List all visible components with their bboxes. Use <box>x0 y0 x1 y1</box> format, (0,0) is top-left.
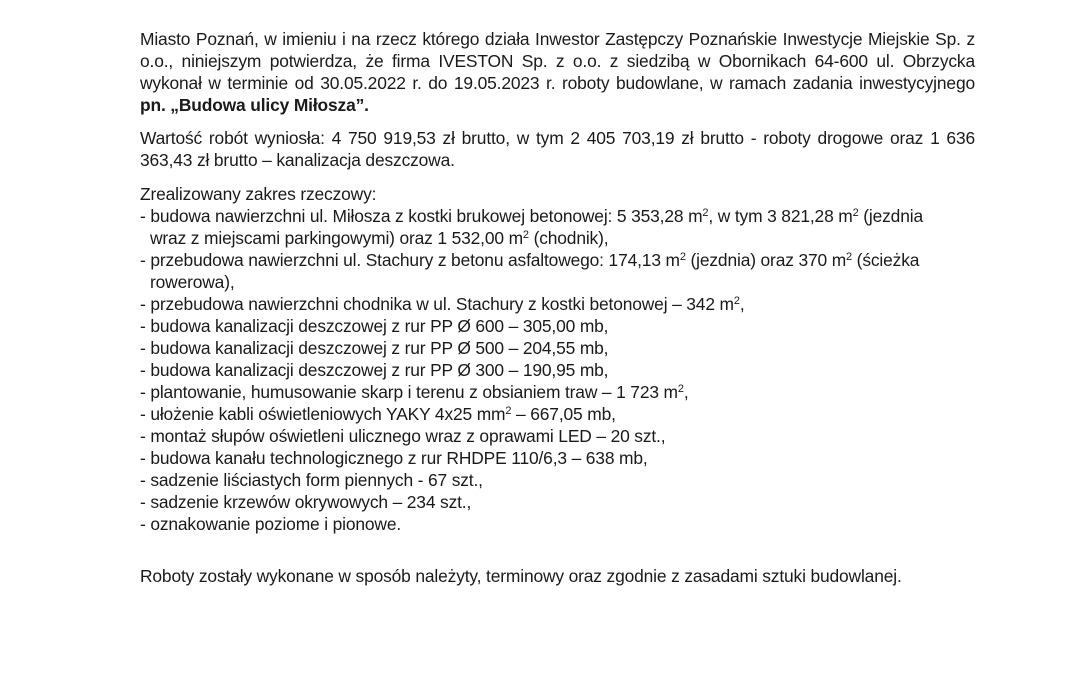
closing-paragraph: Roboty zostały wykonane w sposób należyty, terminowy oraz zgodnie z zasadami sztuki budowlanej. <box>140 566 902 586</box>
list-item: - oznakowanie poziome i pionowe. <box>140 514 402 534</box>
list-item: - ułożenie kabli oświetleniowych YAKY 4x25 $mm^2 - 667,05$ mb, <box>140 404 616 424</box>
list-item: - budowa kanalizacji deszczowej z rur PP Ø 600 – 305,00 mb, <box>140 316 609 336</box>
value-paragraph: Wartość robót wyniosła: 4 750 919,53 zł brutto, w tym 2 405 703,19 zł brutto - roboty drogowe oraz 1 636 363,43 zł brutto – kanalizacja deszczowa. <box>140 128 975 170</box>
scope-title: Zrealizowany zakres rzeczowy: <box>140 184 377 204</box>
list-item: - montaż słupów oświetleni ulicznego wraz z oprawami LED – 20 szt., <box>140 426 666 446</box>
list-item: - budowa nawierzchni ul. Miłosza z kostki brukowej betonowej: 5 353,28 $m^2$, w tym 3 821,28 $m^2$ (jezdnia wraz z miejscami parkingowymi) oraz 1 532,00 $m^2$ (chodnik), <box>140 206 923 248</box>
list-item: - sadzenie liściastych form piennych - 67 szt., <box>140 470 483 490</box>
list-item: - przebudowa nawierzchni ul. Stachury z betonu asfaltowego: 174,13 $m^2$ (jezdnia) oraz 370 $m^2$ (ścieżka rowerowa), <box>140 250 920 292</box>
list-item: - plantowanie, humusowanie skarp i terenu z obsianiem traw – 1 723 $m^2$, <box>140 382 689 402</box>
list-item: - sadzenie krzewów okrywowych – 234 szt., <box>140 492 472 512</box>
scope-section <box>140 183 975 535</box>
list-item: - budowa kanału technologicznego z rur RHDPE 110/6,3 – 638 mb, <box>140 448 648 468</box>
project-name: pn. „Budowa ulicy Miłosza”. <box>140 95 369 115</box>
intro-paragraph <box>140 28 975 116</box>
list-item: - budowa kanalizacji deszczowej z rur PP Ø 500 – 204,55 mb, <box>140 338 609 358</box>
list-item: - budowa kanalizacji deszczowej z rur PP Ø 300 – 190,95 mb, <box>140 360 609 380</box>
intro-text: Miasto Poznań, w imieniu i na rzecz którego działa Inwestor Zastępczy Poznańskie Inwestycje Miejskie Sp. z o.o., niniejszym potwierdza, że firma IVESTON Sp. z o.o. z siedzibą w Obornikach 64-600 ul. Obrzycka wykonał w terminie od 30.05.2022 r. do 19.05.2023 r. roboty budowlane, w ramach zadania inwestycyjnego <box>140 29 975 93</box>
list-item: - przebudowa nawierzchni chodnika w ul. Stachury z kostki betonowej – 342 $m^2$, <box>140 294 745 314</box>
scope-list <box>140 205 975 535</box>
document-page <box>140 28 975 587</box>
